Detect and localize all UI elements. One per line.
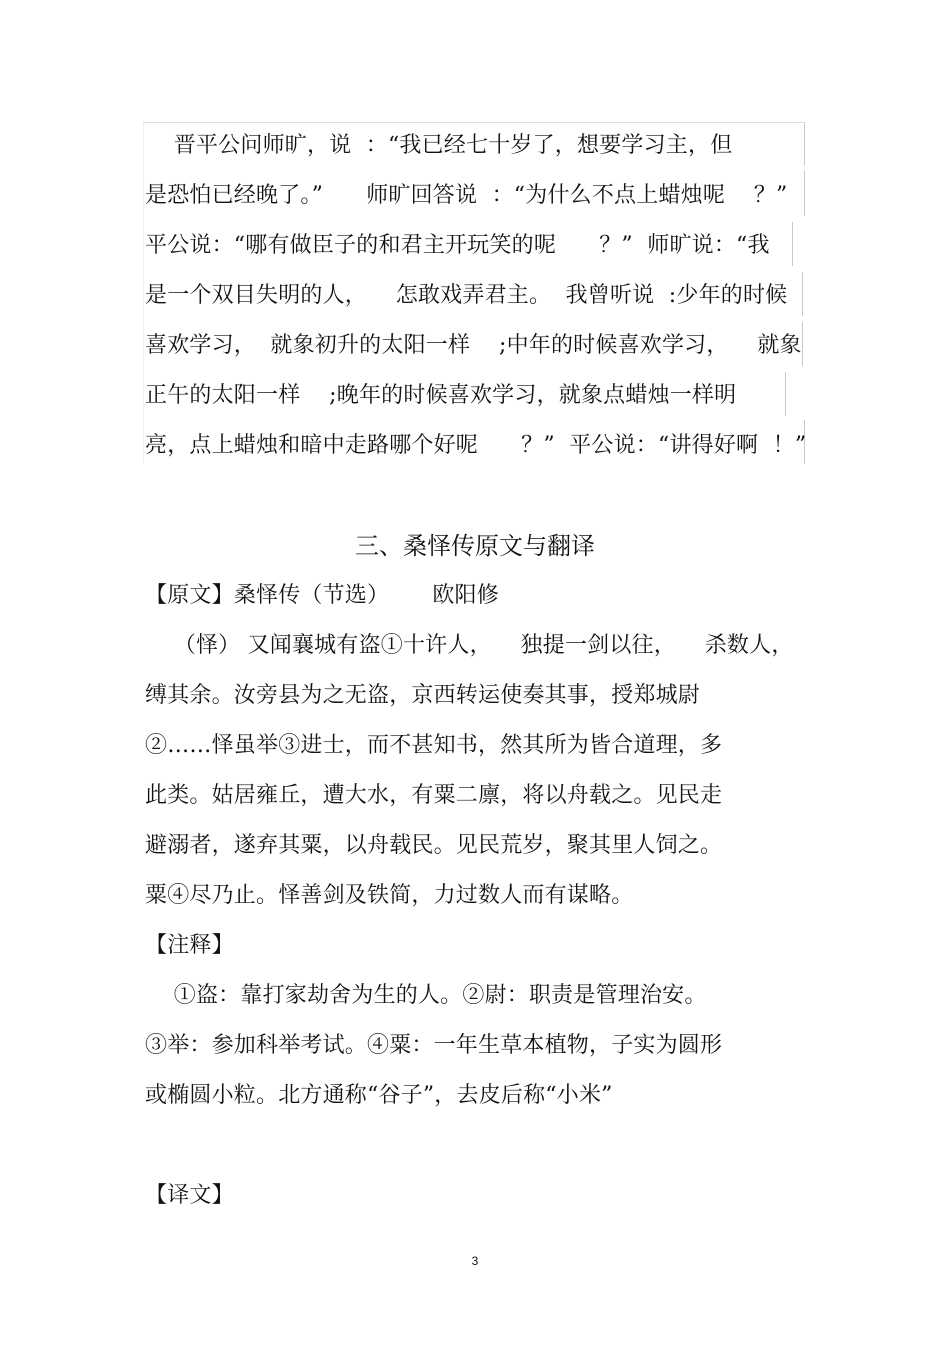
passage-line-1: 晋平公问师旷，说 ：“我已经七十岁了，想要学习主，但 <box>145 133 733 158</box>
passage-line-3: 平公说：“哪有做臣子的和君主开玩笑的呢 ？” 师旷说：“我 <box>145 233 770 258</box>
passage-line-7: 亮，点上蜡烛和暗中走路哪个好呢 ？” 平公说：“讲得好啊 ！” <box>145 433 807 458</box>
original-line-2: 缚其余。汝旁县为之无盗，京西转运使奏其事，授郑城尉 <box>145 683 701 708</box>
original-line-4: 此类。姑居雍丘，遭大水，有粟二廪，将以舟载之。见民走 <box>145 783 723 808</box>
notes-line-3: 或椭圆小粒。北方通称“谷子”，去皮后称“小米” <box>145 1083 613 1108</box>
original-line-6: 粟④尽乃止。怿善剑及铁简，力过数人而有谋略。 <box>145 883 634 908</box>
original-label: 【原文】桑怿传（节选） 欧阳修 <box>145 583 499 608</box>
original-line-3: ②……怿虽举③进士，而不甚知书，然其所为皆合道理，多 <box>145 733 723 758</box>
passage-line-4: 是一个双目失明的人， 怎敢戏弄君主。 我曾听说 :少年的时候 <box>145 283 788 308</box>
table-border-right-4 <box>802 272 803 316</box>
notes-line-2: ③举：参加科举考试。④粟：一年生草本植物，子实为圆形 <box>145 1033 723 1058</box>
table-border-right-5 <box>802 322 803 366</box>
original-line-1: （怿） 又闻襄城有盗①十许人， 独提一剑以往， 杀数人， <box>145 633 794 658</box>
notes-label: 【注释】 <box>145 933 234 958</box>
table-border-top <box>143 122 805 123</box>
translation-label: 【译文】 <box>145 1183 234 1208</box>
notes-line-1: ①盗：靠打家劫舍为生的人。②尉：职责是管理治安。 <box>145 983 707 1008</box>
table-border-right-1 <box>804 122 805 166</box>
passage-line-5: 喜欢学习， 就象初升的太阳一样 ;中年的时候喜欢学习， 就象 <box>145 333 802 358</box>
page-number: 3 <box>471 1254 479 1268</box>
table-border-left <box>143 122 144 464</box>
table-border-right-3 <box>792 222 793 266</box>
section-heading: 三、桑怿传原文与翻译 <box>355 532 595 560</box>
table-border-right-6 <box>785 372 786 416</box>
passage-line-6: 正午的太阳一样 ;晚年的时候喜欢学习，就象点蜡烛一样明 <box>145 383 737 408</box>
original-line-5: 避溺者，遂弃其粟，以舟载民。见民荒岁，聚其里人饲之。 <box>145 833 723 858</box>
passage-line-2: 是恐怕已经晚了。” 师旷回答说 ：“为什么不点上蜡烛呢 ？” <box>145 183 788 208</box>
table-border-right-2 <box>804 170 805 216</box>
